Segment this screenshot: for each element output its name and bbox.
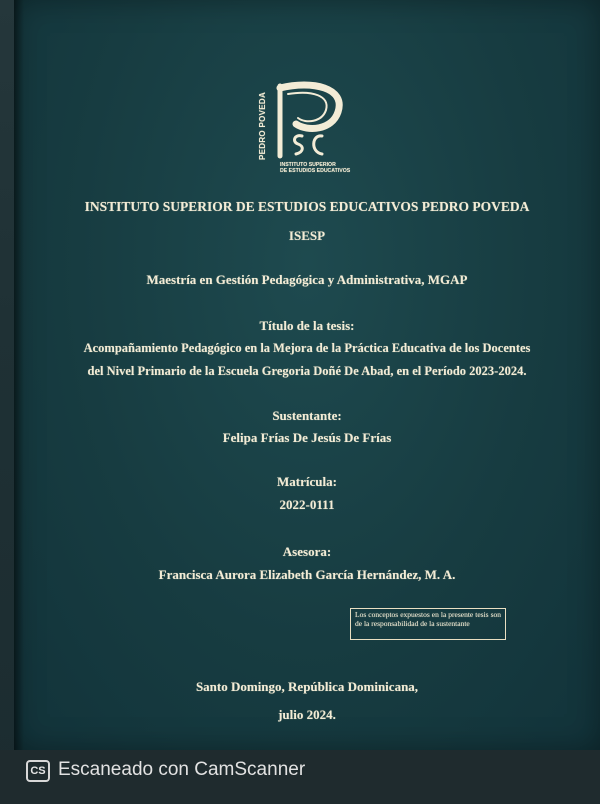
- logo-subtitle-line1: INSTITUTO SUPERIOR: [280, 162, 336, 168]
- institution-name: INSTITUTO SUPERIOR DE ESTUDIOS EDUCATIVOS PEDRO POVEDA: [84, 199, 530, 214]
- presenter-label: Sustentante:: [272, 408, 342, 423]
- date-line: julio 2024.: [278, 707, 336, 722]
- place-line: Santo Domingo, República Dominicana,: [195, 679, 419, 694]
- isesp-logo: [258, 78, 358, 178]
- thesis-title-line1: Acompañamiento Pedagógico en la Mejora de la Práctica Educativa de los Docentes: [83, 341, 531, 355]
- camscanner-logo-icon: CS: [26, 760, 50, 782]
- program-name: Maestría en Gestión Pedagógica y Administrativa, MGAP: [146, 272, 468, 287]
- enrollment-value: 2022-0111: [279, 497, 335, 512]
- presenter-name: Felipa Frías De Jesús De Frías: [222, 430, 392, 445]
- enrollment-label: Matrícula:: [277, 474, 337, 489]
- disclaimer-box: Los conceptos expuestos en la presente tesis son de la responsabilidad de la sustentante: [350, 608, 506, 640]
- camscanner-watermark: Escaneado con CamScanner: [58, 759, 306, 780]
- advisor-name: Francisca Aurora Elizabeth García Hernández, M. A.: [158, 567, 456, 582]
- logo-subtitle-line2: DE ESTUDIOS EDUCATIVOS: [280, 168, 351, 174]
- thesis-title-line2: del Nivel Primario de la Escuela Gregoria Doñé De Abad, en el Período 2023-2024.: [87, 364, 527, 378]
- logo-subtitle: [280, 162, 370, 174]
- logo-vertical-text: PEDRO POVEDA: [258, 91, 267, 161]
- thesis-label: Título de la tesis:: [259, 318, 355, 333]
- advisor-label: Asesora:: [282, 544, 332, 559]
- institution-acronym: ISESP: [288, 228, 326, 243]
